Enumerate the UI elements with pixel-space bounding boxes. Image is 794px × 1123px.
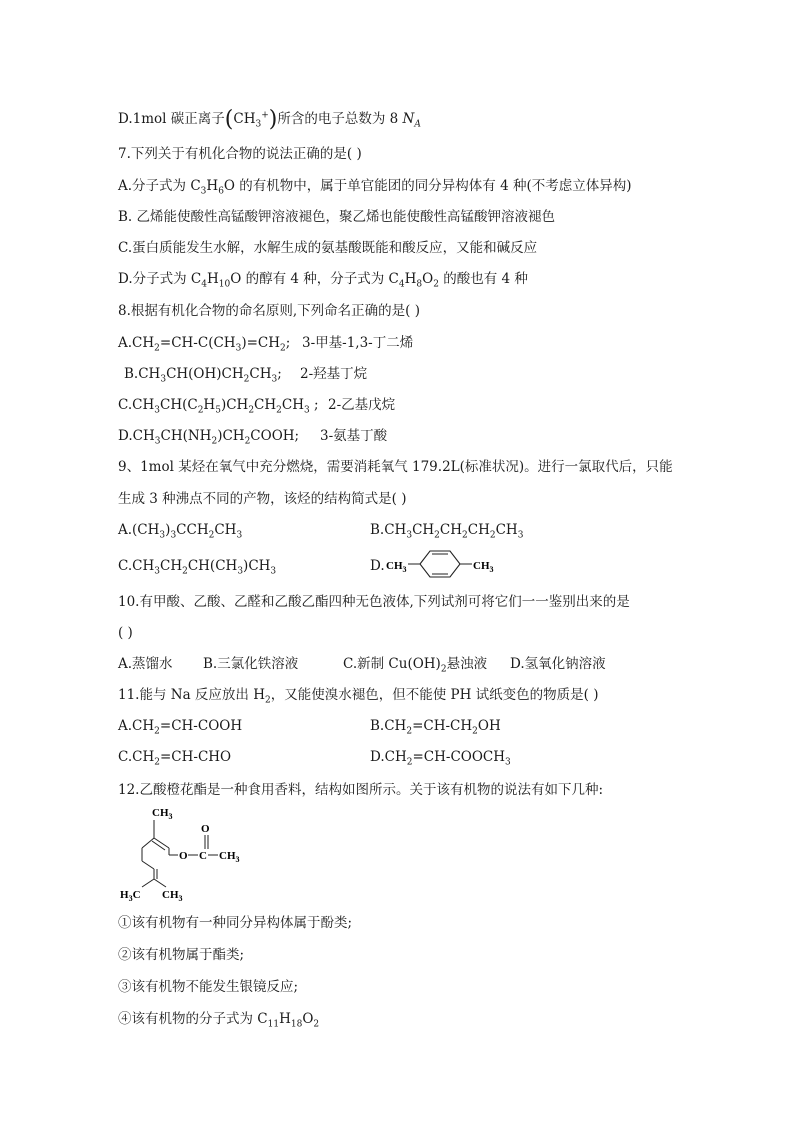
q8-option-a-name: 3-甲基-1,3-丁二烯 — [302, 335, 414, 351]
svg-text:CH3: $CH_3$ — [219, 850, 240, 864]
q11-option-a: $A.CH_2=CH$-COOH — [118, 718, 243, 737]
svg-text:CH3: $CH_3$ — [473, 560, 494, 574]
q12-statement-1: ①该有机物有一种同分异构体属于酚类; — [118, 915, 353, 931]
svg-text:CH3: $CH_3$ — [152, 807, 173, 821]
q11-stem: 11.能与 Na 反应放出 $H_2$，又能使溴水褪色，但不能使 PH 试纸变色的物质是( ) — [118, 687, 599, 706]
q8-option-a-formula: $A.CH_2=CH-C(CH_3)=CH_2$; — [118, 335, 291, 354]
q10-option-a: A.蒸馏水 — [118, 656, 173, 672]
q9-option-c: $C.CH_3CH_2CH(CH_3)CH_3$ — [118, 558, 277, 577]
q8-option-c-formula: $C.CH_3CH(C_2H_5)CH_2CH_2CH_3$ ; — [118, 397, 319, 416]
q10-option-c: C.新制 $Cu(OH)_2$悬浊液 — [343, 656, 488, 675]
q7-option-c: C.蛋白质能发生水解，水解生成的氨基酸既能和酸反应，又能和碱反应 — [118, 240, 538, 256]
q9-option-d-label: D. — [370, 558, 385, 574]
q7-stem: 7.下列关于有机化合物的说法正确的是( ) — [118, 146, 362, 162]
q9-stem-line2: 生成 3 种沸点不同的产物，该烃的结构简式是( ) — [118, 491, 407, 507]
carbocation-formula: CH — [233, 111, 256, 127]
svg-text:O: O — [201, 823, 210, 835]
neryl-acetate-structure — [118, 803, 268, 903]
q12-statement-2: ②该有机物属于酯类; — [118, 947, 245, 963]
svg-text:CH3: $CH_3$ — [162, 889, 183, 903]
q8-stem: 8.根据有机化合物的命名原则,下列命名正确的是( ) — [118, 303, 420, 319]
q11-option-d: $D.CH_2=CH-COOCH_3$ — [370, 749, 511, 768]
q7-option-a: A.分子式为 $C_3H_6O$ 的有机物中，属于单官能团的同分异构体有 4 种(不考虑立体异构) — [118, 178, 632, 197]
q6d-text: D.1mol 碳正离子 — [118, 111, 225, 127]
q10-option-b: B.三氯化铁溶液 — [203, 656, 299, 672]
q9-option-b: $B.CH_3CH_2CH_2CH_2CH_3$ — [370, 522, 524, 541]
q10-answer-paren: ( ) — [118, 625, 133, 641]
q8-option-d-formula: $D.CH_3CH(NH_2)CH_2COOH$; — [118, 428, 300, 447]
q9-stem-line1: 9、1mol 某烃在氧气中充分燃烧，需要消耗氧气 179.2L(标准状况)。进行一氯取代后，只能 — [118, 459, 673, 475]
svg-text:C: C — [199, 850, 207, 862]
q9-option-a: $A.(CH_3)_3CCH_2CH_3$ — [118, 522, 243, 541]
q10-stem: 10.有甲酸、乙酸、乙醛和乙酸乙酯四种无色液体,下列试剂可将它们一一鉴别出来的是 — [118, 594, 630, 610]
svg-text:CH3: $CH_3$ — [386, 560, 407, 574]
q8-option-b-name: 2-羟基丁烷 — [300, 366, 368, 382]
avogadro-symbol: N — [402, 111, 415, 127]
svg-text:H3C: $H_3C$ — [120, 889, 141, 903]
svg-text:O: O — [179, 850, 188, 862]
q8-option-d-name: 3-氨基丁酸 — [320, 428, 388, 444]
q12-statement-3: ③该有机物不能发生银镜反应; — [118, 979, 299, 995]
q11-option-b: $B.CH_2=CH-CH_2OH$ — [370, 718, 501, 737]
q12-statement-4: ④该有机物的分子式为 $C_{11}H_{18}O_2$ — [118, 1011, 320, 1030]
q11-option-c: $C.CH_2=CH$-CHO — [118, 749, 232, 768]
q10-option-d: D.氢氧化钠溶液 — [510, 656, 606, 672]
q7-option-b: B. 乙烯能使酸性高锰酸钾溶液褪色，聚乙烯也能使酸性高锰酸钾溶液褪色 — [118, 209, 556, 225]
q8-option-b-formula: $B.CH_3CH(OH)CH_2CH_3$; — [124, 366, 282, 385]
q8-option-c-name: 2-乙基戊烷 — [328, 397, 396, 413]
q7-option-d: D.分子式为 $C_4H_{10}O$ 的醇有 4 种，分子式为 $C_4H_8O_2$ 的酸也有 4 种 — [118, 271, 528, 290]
q6-option-d: D.1mol 碳正离子$(CH_3^+)$所含的电子总数为 8 $N_A$ — [118, 107, 421, 132]
q12-stem: 12.乙酸橙花酯是一种食用香料，结构如图所示。关于该有机物的说法有如下几种: — [118, 782, 604, 798]
p-xylene-structure — [384, 548, 500, 582]
